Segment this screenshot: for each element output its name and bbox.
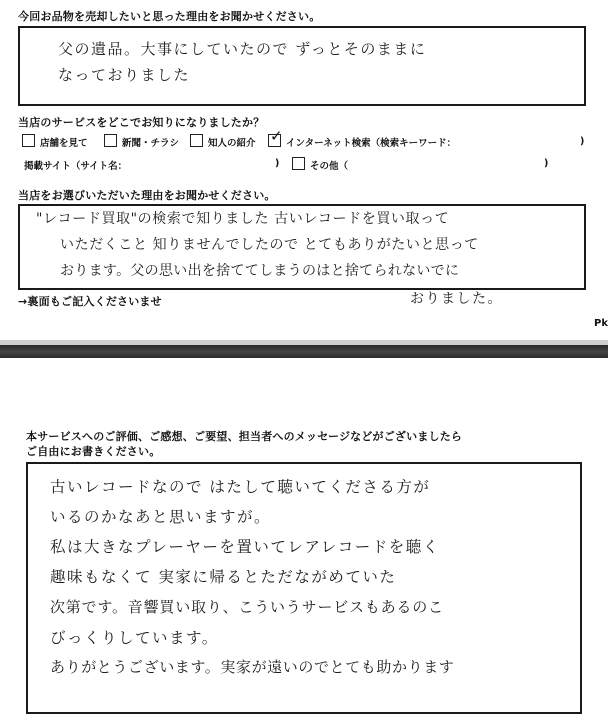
option-label-store-sign: 店舗を見て xyxy=(40,138,88,149)
handwritten-answer-line: 父の遺品。大事にしていたので ずっとそのままに xyxy=(58,40,427,58)
option-label-friend: 知人の紹介 xyxy=(208,138,256,149)
page-separator xyxy=(0,345,608,358)
handwritten-answer-line: "レコード買取"の検索で知りました 古いレコードを買い取って xyxy=(36,211,450,227)
handwritten-answer-line: なっておりました xyxy=(58,66,191,84)
question-how-found: 当店のサービスをどこでお知りになりましたか？ xyxy=(18,116,265,129)
option-label-newspaper: 新聞・チラシ xyxy=(122,138,180,149)
handwritten-feedback-line: 古いレコードなので はたして聴いてくださる方が xyxy=(50,478,431,496)
option-label-listing-site: 掲載サイト（サイト名： xyxy=(24,161,128,172)
handwritten-feedback-line: 私は大きなプレーヤーを置いてレアレコードを聴く xyxy=(50,538,440,556)
checkbox-store-sign[interactable] xyxy=(22,134,35,147)
option-label-internet: インターネット検索（検索キーワード： xyxy=(286,138,457,149)
option-internet-close: ) xyxy=(580,136,585,147)
checkbox-newspaper[interactable] xyxy=(104,134,117,147)
question-sell-reason: 今回お品物を売却したいと思った理由をお聞かせください。 xyxy=(18,10,321,23)
handwritten-feedback-line: ありがとうございます。実家が遠いのでとても助かります xyxy=(50,658,455,676)
option-label-other: その他（ xyxy=(310,161,349,172)
option-listing-close: ) xyxy=(275,158,280,169)
edge-text: Pk xyxy=(594,318,608,329)
handwritten-answer-tail: おりました。 xyxy=(410,291,503,307)
option-other-close: ) xyxy=(544,158,549,169)
handwritten-feedback-line: 次第です。音響買い取り、こういうサービスもあるのこ xyxy=(50,598,444,616)
handwritten-feedback-line: びっくりしています。 xyxy=(50,629,219,647)
back-side-note: →裏面もご記入くださいませ xyxy=(18,295,162,308)
check-mark-icon: ✓ xyxy=(270,127,283,145)
handwritten-answer-line: いただくこと 知りませんでしたので とてもありがたいと思って xyxy=(60,237,479,253)
checkbox-other[interactable] xyxy=(292,157,305,170)
handwritten-feedback-line: いるのかなあと思いますが。 xyxy=(50,508,272,526)
question-why-chose: 当店をお選びいただいた理由をお聞かせください。 xyxy=(18,189,276,202)
checkbox-friend[interactable] xyxy=(190,134,203,147)
question-feedback-line2: ご自由にお書きください。 xyxy=(26,445,161,458)
question-feedback-line1: 本サービスへのご評価、ご感想、ご要望、担当者へのメッセージなどがございましたら xyxy=(26,430,463,443)
handwritten-answer-line: おります。父の思い出を捨ててしまうのはと捨てられないでに xyxy=(60,263,460,279)
handwritten-feedback-line: 趣味もなくて 実家に帰るとただながめていた xyxy=(50,568,397,586)
